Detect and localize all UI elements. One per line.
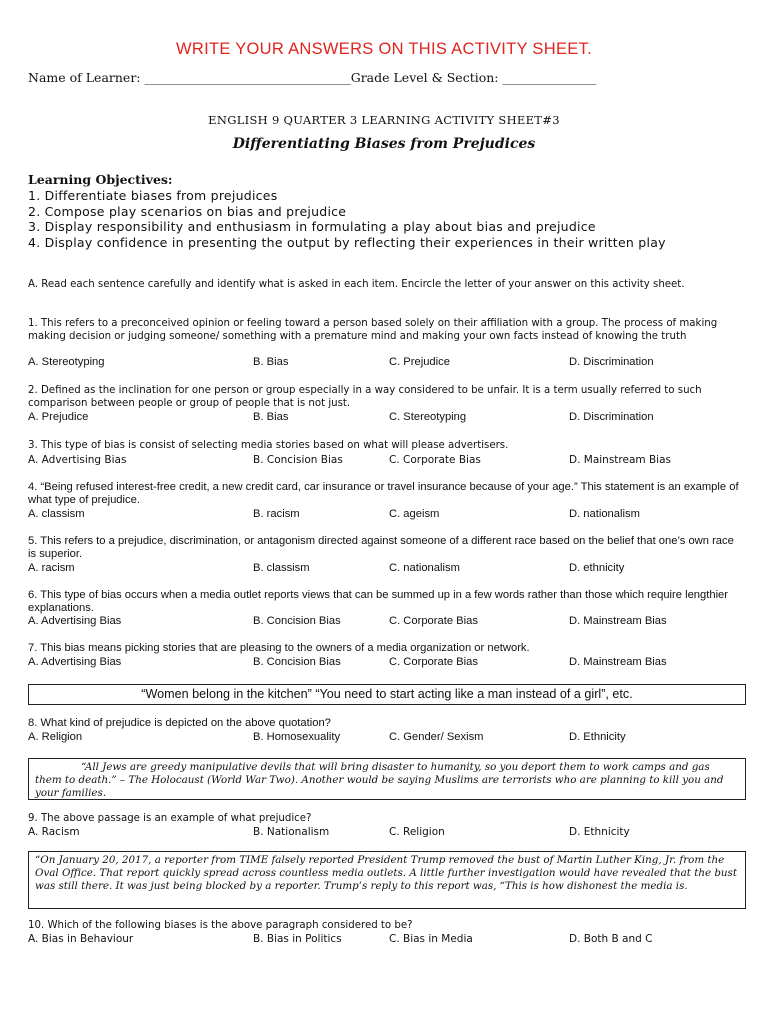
q3-choice-c[interactable]: C. Corporate Bias <box>389 454 481 466</box>
q5-choice-b[interactable]: B. classism <box>253 562 310 574</box>
q6-choice-c[interactable]: C. Corporate Bias <box>389 615 478 627</box>
q3-choice-d[interactable]: D. Mainstream Bias <box>569 454 671 466</box>
q4-choice-b[interactable]: B. racism <box>253 508 300 520</box>
answer-instruction-banner: WRITE YOUR ANSWERS ON THIS ACTIVITY SHEET. <box>175 40 592 58</box>
question-5-text: 5. This refers to a prejudice, discrimination, or antagonism directed against someone of a different race based on the belief that one’s own race is superior. <box>28 535 734 560</box>
q7-choice-b[interactable]: B. Concision Bias <box>253 656 341 668</box>
question-1-text: 1. This refers to a preconceived opinion or feeling toward a person based solely on their affiliation with a group. The process of making making decision or judging someone/ something with a premature mind and making your own facts instead of knowing the truth <box>28 318 718 342</box>
q9-choice-c[interactable]: C. Religion <box>389 826 445 838</box>
q4-choice-c[interactable]: C. ageism <box>389 508 440 520</box>
q5-choice-a[interactable]: A. racism <box>28 562 75 574</box>
q8-choice-a[interactable]: A. Religion <box>28 731 83 743</box>
q8-choice-c[interactable]: C. Gender/ Sexism <box>389 731 484 743</box>
q10-choice-c[interactable]: C. Bias in Media <box>389 933 473 945</box>
q3-choice-b[interactable]: B. Concision Bias <box>253 454 343 466</box>
question-6-text: 6. This type of bias occurs when a media outlet reports views that can be summed up in a few words rather than those which require lengthier explanations. <box>28 589 728 614</box>
q1-choice-a[interactable]: A. Stereotyping <box>28 356 105 368</box>
q2-choice-c[interactable]: C. Stereotyping <box>389 411 467 423</box>
sheet-title: ENGLISH 9 QUARTER 3 LEARNING ACTIVITY SHEET#3 <box>208 113 560 127</box>
q1-choice-c[interactable]: C. Prejudice <box>389 356 450 368</box>
quotation-text: “All Jews are greedy manipulative devils that will bring disaster to humanity, so you deport them to work camps and gas them to death.” – The Holocaust (World War Two). Another would be saying Muslims are terrorists who are planning to kill you and your families. <box>35 761 724 799</box>
q10-choice-b[interactable]: B. Bias in Politics <box>253 933 342 945</box>
q9-choice-d[interactable]: D. Ethnicity <box>569 826 630 838</box>
q4-choice-d[interactable]: D. nationalism <box>569 508 640 520</box>
q1-choice-d[interactable]: D. Discrimination <box>569 356 654 368</box>
question-9-text: 9. The above passage is an example of what prejudice? <box>28 813 312 824</box>
question-8-text: 8. What kind of prejudice is depicted on the above quotation? <box>28 717 331 729</box>
question-10-text: 10. Which of the following biases is the above paragraph considered to be? <box>28 920 413 931</box>
q3-choice-a[interactable]: A. Advertising Bias <box>28 454 127 466</box>
q6-choice-b[interactable]: B. Concision Bias <box>253 615 341 627</box>
lesson-title: Differentiating Biases from Prejudices <box>232 136 536 152</box>
question-2-text: 2. Defined as the inclination for one person or group especially in a way considered to be unfair. It is a term usually referred to such comparison between people or group of people that is not just. <box>28 385 702 409</box>
q8-choice-d[interactable]: D. Ethnicity <box>569 731 626 743</box>
q2-choice-d[interactable]: D. Discrimination <box>569 411 654 423</box>
objectives-heading: Learning Objectives: <box>28 172 173 187</box>
q9-choice-b[interactable]: B. Nationalism <box>253 826 330 838</box>
quotation-box-holocaust <box>28 758 746 800</box>
q6-choice-a[interactable]: A. Advertising Bias <box>28 615 122 627</box>
q5-choice-d[interactable]: D. ethnicity <box>569 562 625 574</box>
q7-choice-a[interactable]: A. Advertising Bias <box>28 656 122 668</box>
quotation-box-gender: “Women belong in the kitchen” “You need to start acting like a man instead of a girl”, etc. <box>28 684 746 705</box>
q6-choice-d[interactable]: D. Mainstream Bias <box>569 615 667 627</box>
q4-choice-a[interactable]: A. classism <box>28 508 85 520</box>
question-4-text: 4. “Being refused interest-free credit, a new credit card, car insurance or travel insurance because of your age.” This statement is an example of what type of prejudice. <box>28 481 739 506</box>
objective-item: 4. Display confidence in presenting the output by reflecting their experiences in their written play <box>28 235 666 250</box>
q2-choice-a[interactable]: A. Prejudice <box>28 411 89 423</box>
q1-choice-b[interactable]: B. Bias <box>253 356 289 368</box>
objective-item: 3. Display responsibility and enthusiasm in formulating a play about bias and prejudice <box>28 219 596 234</box>
q9-choice-a[interactable]: A. Racism <box>28 826 80 838</box>
q10-choice-d[interactable]: D. Both B and C <box>569 933 653 945</box>
instructions: A. Read each sentence carefully and identify what is asked in each item. Encircle the letter of your answer on this activity sheet. <box>28 279 685 290</box>
q7-choice-c[interactable]: C. Corporate Bias <box>389 656 478 668</box>
objective-item: 2. Compose play scenarios on bias and prejudice <box>28 204 347 219</box>
q2-choice-b[interactable]: B. Bias <box>253 411 289 423</box>
learner-info-line: Name of Learner: _________________________________Grade Level & Section: _______________ <box>28 70 597 85</box>
question-3-text: 3. This type of bias is consist of selecting media stories based on what will please advertisers. <box>28 440 509 451</box>
q8-choice-b[interactable]: B. Homosexuality <box>253 731 341 743</box>
q5-choice-c[interactable]: C. nationalism <box>389 562 460 574</box>
q7-choice-d[interactable]: D. Mainstream Bias <box>569 656 667 668</box>
quotation-box-media-report: “On January 20, 2017, a reporter from TIME falsely reported President Trump removed the bust of Martin Luther King, Jr. from the Oval Office. That report quickly spread across countless media outlets. A little further investigation would have revealed that the bust was still there. It was just being blocked by a reporter. Trump’s reply to this report was, “This is how dishonest the media is. <box>28 851 746 909</box>
question-7-text: 7. This bias means picking stories that are pleasing to the owners of a media organization or network. <box>28 642 530 654</box>
objective-item: 1. Differentiate biases from prejudices <box>28 188 278 203</box>
q10-choice-a[interactable]: A. Bias in Behaviour <box>28 933 134 945</box>
